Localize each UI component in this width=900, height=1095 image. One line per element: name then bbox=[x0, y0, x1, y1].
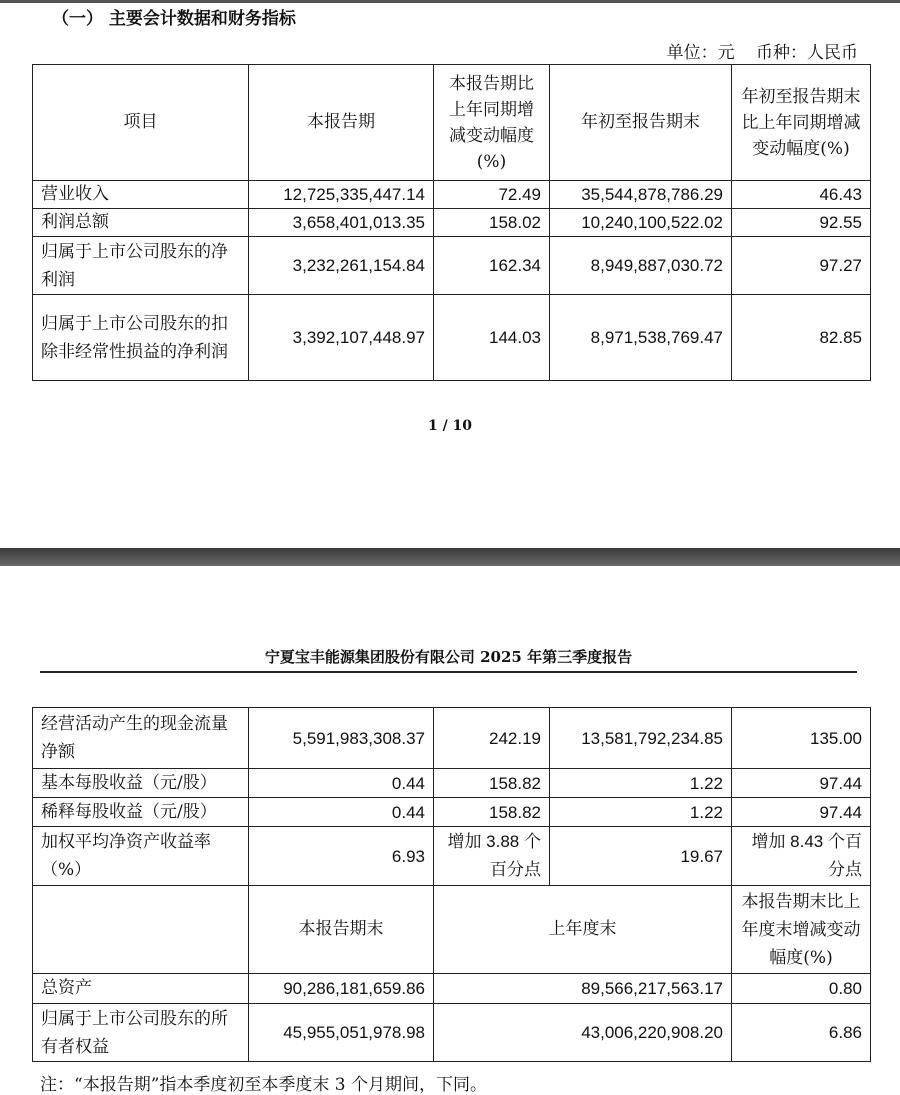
cell-ytd-change: 82.85 bbox=[732, 295, 871, 381]
cell-current-change: 144.03 bbox=[434, 295, 550, 381]
cell-ytd: 35,544,878,786.29 bbox=[550, 181, 732, 209]
cell-current: 3,392,107,448.97 bbox=[249, 295, 434, 381]
cell-ytd: 10,240,100,522.02 bbox=[550, 209, 732, 237]
row-label: 利润总额 bbox=[33, 209, 249, 237]
cell-current-change: 242.19 bbox=[434, 708, 550, 769]
page-separator bbox=[0, 548, 900, 566]
cell-current-change: 158.02 bbox=[434, 209, 550, 237]
cell-ytd-change: 46.43 bbox=[732, 181, 871, 209]
cell-ytd-change: 135.00 bbox=[732, 708, 871, 769]
row-label: 加权平均净资产收益率（%） bbox=[33, 827, 249, 886]
cell-prior-year-end: 43,006,220,908.20 bbox=[434, 1004, 732, 1062]
table-row bbox=[33, 827, 871, 886]
row-label: 基本每股收益（元/股） bbox=[33, 769, 249, 798]
row-label: 营业收入 bbox=[33, 181, 249, 209]
cell-ytd: 19.67 bbox=[550, 827, 732, 886]
page-2 bbox=[0, 566, 900, 1095]
row-label: 归属于上市公司股东的净利润 bbox=[33, 237, 249, 295]
cell-ytd: 8,949,887,030.72 bbox=[550, 237, 732, 295]
cell-ytd-change: 97.44 bbox=[732, 769, 871, 798]
cell-ytd-change: 增加 8.43 个百分点 bbox=[732, 827, 871, 886]
currency-label: 币种：人民币 bbox=[756, 43, 858, 63]
cell-ytd-change: 97.44 bbox=[732, 798, 871, 827]
row-label: 归属于上市公司股东的所有者权益 bbox=[33, 1004, 249, 1062]
cell-ytd-change: 97.27 bbox=[732, 237, 871, 295]
unit-line bbox=[651, 38, 858, 63]
table-header-row bbox=[33, 65, 871, 181]
financial-table-1 bbox=[32, 64, 871, 381]
cell-ytd: 13,581,792,234.85 bbox=[550, 708, 732, 769]
table-row bbox=[33, 209, 871, 237]
financial-table-2 bbox=[32, 707, 871, 1062]
cell-change: 0.80 bbox=[732, 974, 871, 1004]
header-item: 项目 bbox=[33, 65, 249, 181]
table-row bbox=[33, 708, 871, 769]
cell-period-end: 45,955,051,978.98 bbox=[249, 1004, 434, 1062]
row-label: 稀释每股收益（元/股） bbox=[33, 798, 249, 827]
section-title: （一） 主要会计数据和财务指标 bbox=[52, 9, 296, 29]
row-label: 经营活动产生的现金流量净额 bbox=[33, 708, 249, 769]
balance-header-row bbox=[33, 886, 871, 974]
row-label: 归属于上市公司股东的扣除非经常性损益的净利润 bbox=[33, 295, 249, 381]
cell-prior-year-end: 89,566,217,563.17 bbox=[434, 974, 732, 1004]
cell-current: 0.44 bbox=[249, 798, 434, 827]
header-ytd-change: 年初至报告期末比上年同期增减变动幅度(%) bbox=[732, 65, 871, 181]
cell-ytd: 1.22 bbox=[550, 798, 732, 827]
cell-current-change: 158.82 bbox=[434, 798, 550, 827]
cell-current: 5,591,983,308.37 bbox=[249, 708, 434, 769]
footnote: 注：“本报告期”指本季度初至本季度末 3 个月期间，下同。 bbox=[40, 1075, 488, 1095]
cell-period-end: 90,286,181,659.86 bbox=[249, 974, 434, 1004]
table-row bbox=[33, 237, 871, 295]
header-period-end: 本报告期末 bbox=[249, 886, 434, 974]
header-ytd: 年初至报告期末 bbox=[550, 65, 732, 181]
cell-change: 6.86 bbox=[732, 1004, 871, 1062]
table-row bbox=[33, 181, 871, 209]
cell-current: 12,725,335,447.14 bbox=[249, 181, 434, 209]
cell-current: 3,232,261,154.84 bbox=[249, 237, 434, 295]
header-prior-year-end: 上年度末 bbox=[434, 886, 732, 974]
header-current-change: 本报告期比上年同期增减变动幅度(%) bbox=[434, 65, 550, 181]
table-row bbox=[33, 295, 871, 381]
cell-current-change: 162.34 bbox=[434, 237, 550, 295]
unit-label: 单位：元 bbox=[666, 43, 735, 63]
page-number: 1 / 10 bbox=[427, 418, 473, 434]
cell-ytd: 1.22 bbox=[550, 769, 732, 798]
table-row bbox=[33, 974, 871, 1004]
page-top-edge bbox=[0, 0, 900, 3]
cell-current: 3,658,401,013.35 bbox=[249, 209, 434, 237]
cell-current: 0.44 bbox=[249, 769, 434, 798]
row-label: 总资产 bbox=[33, 974, 249, 1004]
table-row bbox=[33, 769, 871, 798]
table-row bbox=[33, 798, 871, 827]
report-header: 宁夏宝丰能源集团股份有限公司 2025 年第三季度报告 bbox=[40, 646, 857, 673]
cell-current-change: 增加 3.88 个百分点 bbox=[434, 827, 550, 886]
cell-current: 6.93 bbox=[249, 827, 434, 886]
cell-ytd-change: 92.55 bbox=[732, 209, 871, 237]
cell-current-change: 158.82 bbox=[434, 769, 550, 798]
header-current: 本报告期 bbox=[249, 65, 434, 181]
table-row bbox=[33, 1004, 871, 1062]
blank-cell bbox=[33, 886, 249, 974]
header-change: 本报告期末比上年度末增减变动幅度(%) bbox=[732, 886, 871, 974]
cell-current-change: 72.49 bbox=[434, 181, 550, 209]
cell-ytd: 8,971,538,769.47 bbox=[550, 295, 732, 381]
